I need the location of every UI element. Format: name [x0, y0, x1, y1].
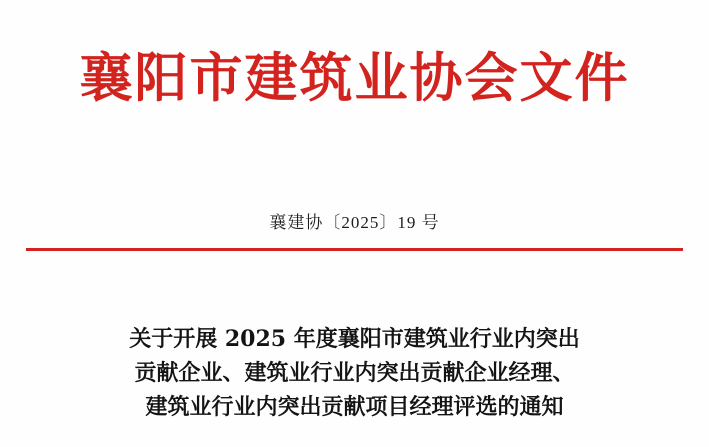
subject-line: 贡献企业、建筑业行业内突出贡献企业经理、: [134, 360, 575, 387]
page-title: 襄阳市建筑业协会文件: [79, 47, 630, 109]
red-divider-rule: [26, 248, 683, 251]
document-number: 襄建协〔2025〕19 号: [269, 213, 440, 232]
document-subject: [62, 322, 647, 424]
subject-line: 建筑业行业内突出贡献项目经理评选的通知: [145, 394, 564, 421]
subject-line: 关于开展 2025 年度襄阳市建筑业行业内突出: [129, 326, 580, 352]
